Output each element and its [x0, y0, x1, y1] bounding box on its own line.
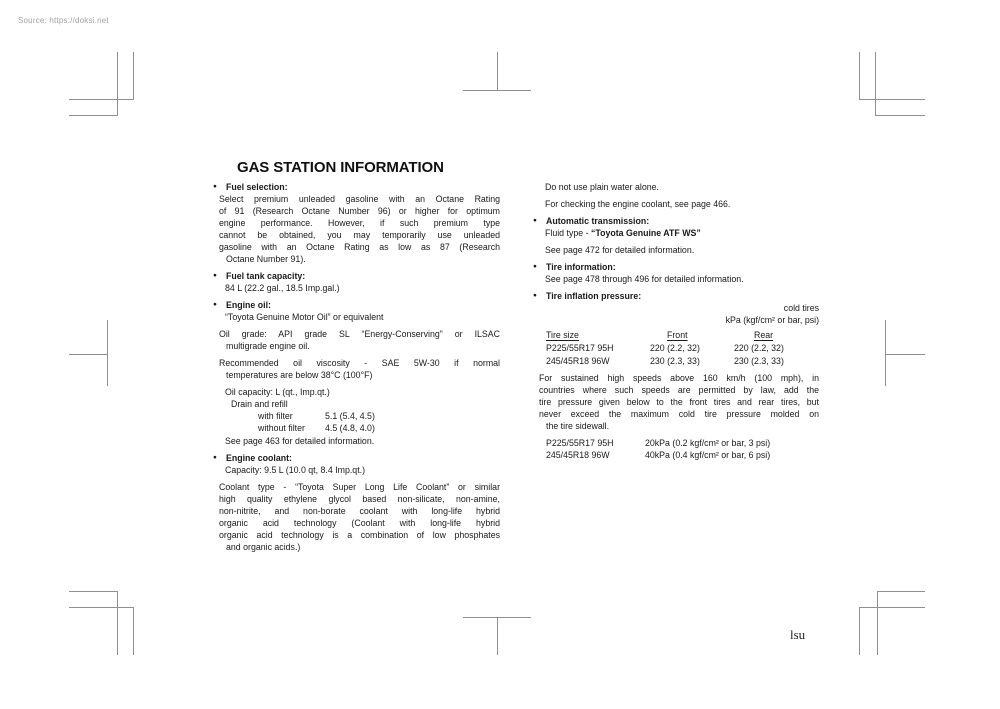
high-speed-note [539, 372, 819, 432]
crop-mark-line [877, 591, 925, 592]
crop-mark-line [69, 591, 117, 592]
rear-pressure-cell: 220 (2.2, 32) [734, 343, 784, 353]
text-line: organic acid technology is a combination of low phosphates [219, 530, 500, 540]
fuel-tank-value: 84 L (22.2 gal., 18.5 Imp.gal.) [225, 283, 340, 293]
text-line: the tire sidewall. [546, 421, 610, 431]
heading-label: Engine coolant: [226, 453, 292, 463]
crop-mark-line [877, 591, 878, 655]
text-line: multigrade engine oil. [226, 341, 310, 351]
page-title: GAS STATION INFORMATION [237, 159, 444, 176]
capacity-label: with filter [258, 411, 293, 421]
crop-mark-line [859, 52, 860, 100]
text-line: gasoline with an Octane Rating as low as 87 (Research [219, 242, 500, 252]
crop-mark-line [107, 320, 108, 386]
tire-pressure-unit: kPa (kgf/cm² or bar, psi) [725, 315, 819, 325]
coolant-capacity-value: Capacity: 9.5 L (10.0 qt, 8.4 Imp.qt.) [225, 465, 366, 475]
left-column [213, 181, 500, 553]
capacity-label: without filter [258, 423, 305, 433]
transmission-see-page: See page 472 for detailed information. [545, 245, 695, 255]
section-heading-fuel-selection [213, 181, 500, 193]
text-line: Oil grade: API grade SL “Energy-Conserving” or ILSAC [219, 329, 500, 339]
crop-mark-line [69, 607, 133, 608]
section-heading-tire-info [533, 261, 819, 273]
bullet-icon: ● [213, 183, 217, 190]
bullet-icon: ● [533, 263, 537, 270]
crop-mark-line [69, 354, 108, 355]
text-line: organic acid technology (Coolant with long-life hybrid [219, 518, 500, 528]
crop-mark-line [69, 115, 117, 116]
capacity-value: 5.1 (5.4, 4.5) [325, 411, 375, 421]
crop-mark-line [69, 99, 133, 100]
text-line: countries where such speeds are permitted by law, add the [539, 385, 819, 395]
tire-info-note: See page 478 through 496 for detailed information. [545, 274, 744, 284]
oil-grade-text [219, 328, 500, 352]
section-heading-tire-pressure [533, 290, 819, 302]
capacity-value: 4.5 (4.8, 4.0) [325, 423, 375, 433]
right-column [533, 181, 819, 461]
coolant-check-note: For checking the engine coolant, see page 466. [545, 199, 731, 209]
bullet-icon: ● [533, 217, 537, 224]
table-header-row [546, 329, 819, 341]
fluid-type-value: “Toyota Genuine ATF WS” [590, 228, 701, 238]
heading-label: Engine oil: [226, 300, 271, 310]
fuel-selection-text [219, 193, 500, 265]
text-line: cannot be obtained, you may temporarily use unleaded [219, 230, 500, 240]
water-note: Do not use plain water alone. [545, 182, 659, 192]
crop-mark-line [133, 52, 134, 100]
pressure-add-value: 20kPa (0.2 kgf/cm² or bar, 3 psi) [645, 438, 771, 448]
text-line: temperatures are below 38°C (100°F) [226, 370, 373, 380]
text-line: never exceed the maximum cold tire pressure molded on [539, 409, 819, 419]
source-watermark: Source: https://doksi.net [18, 16, 109, 25]
pressure-add-row [533, 449, 819, 461]
section-heading-transmission [533, 215, 819, 227]
fluid-type-line [545, 227, 819, 239]
rear-pressure-cell: 230 (2.3, 33) [734, 356, 784, 366]
text-line: For sustained high speeds above 160 km/h (100 mph), in [539, 373, 819, 383]
table-row [546, 355, 819, 367]
heading-label: Fuel tank capacity: [226, 271, 306, 281]
crop-mark-line [875, 52, 876, 116]
tire-size-cell: P225/55R17 95H [546, 343, 614, 353]
text-line: tire pressure given below to the front tires and rear tires, but [539, 397, 819, 407]
bullet-icon: ● [213, 272, 217, 279]
front-pressure-cell: 230 (2.3, 33) [650, 356, 700, 366]
pressure-add-row [533, 437, 819, 449]
column-header-rear: Rear [754, 330, 774, 340]
bullet-icon: ● [213, 301, 217, 308]
crop-mark-line [497, 52, 498, 90]
tire-pressure-table [546, 329, 819, 367]
heading-label: Tire information: [546, 262, 616, 272]
text-line: Octane Number 91). [226, 254, 306, 264]
bullet-icon: ● [533, 292, 537, 299]
tire-size-cell: 245/45R18 96W [546, 356, 610, 366]
text-line: Recommended oil viscosity - SAE 5W-30 if normal [219, 358, 500, 368]
crop-mark-line [885, 320, 886, 386]
column-header-tire-size: Tire size [546, 330, 579, 340]
crop-mark-line [117, 52, 118, 116]
crop-mark-line [463, 90, 531, 91]
crop-mark-line [885, 354, 925, 355]
text-line: Coolant type - “Toyota Super Long Life Coolant” or similar [219, 482, 500, 492]
crop-mark-line [117, 591, 118, 655]
text-line: high quality ethylene glycol based non-silicate, non-amine, [219, 494, 500, 504]
crop-mark-line [859, 99, 925, 100]
bullet-icon: ● [213, 454, 217, 461]
section-heading-engine-coolant [213, 452, 500, 464]
crop-mark-line [875, 115, 925, 116]
crop-mark-line [859, 607, 860, 655]
crop-mark-line [859, 607, 925, 608]
tire-size-label: P225/55R17 95H [546, 438, 614, 448]
text-line: of 91 (Research Octane Number 96) or higher for optimum [219, 206, 500, 216]
heading-label: Tire inflation pressure: [546, 291, 642, 301]
table-row [546, 342, 819, 354]
text-line: and organic acids.) [226, 542, 301, 552]
page-code: lsu [790, 627, 806, 642]
oil-capacity-row [213, 422, 500, 434]
oil-see-page-note: See page 463 for detailed information. [225, 436, 375, 446]
oil-capacity-subtitle: Drain and refill [231, 399, 288, 409]
tire-pressure-condition: cold tires [783, 303, 819, 313]
section-heading-engine-oil [213, 299, 500, 311]
heading-label: Fuel selection: [226, 182, 288, 192]
oil-viscosity-text [219, 357, 500, 381]
coolant-type-text [219, 481, 500, 553]
text-line: engine performance. However, if such premium type [219, 218, 500, 228]
pressure-add-value: 40kPa (0.4 kgf/cm² or bar, 6 psi) [645, 450, 771, 460]
crop-mark-line [497, 617, 498, 655]
oil-capacity-row [213, 410, 500, 422]
tire-size-label: 245/45R18 96W [546, 450, 610, 460]
engine-oil-value: “Toyota Genuine Motor Oil” or equivalent [225, 312, 384, 322]
text-line: Select premium unleaded gasoline with an Octane Rating [219, 194, 500, 204]
front-pressure-cell: 220 (2.2, 32) [650, 343, 700, 353]
text-line: non-nitrite, and non-borate coolant with long-life hybrid [219, 506, 500, 516]
crop-mark-line [133, 607, 134, 655]
fluid-type-prefix: Fluid type - [545, 228, 591, 238]
oil-capacity-title: Oil capacity: L (qt., Imp.qt.) [225, 387, 330, 397]
column-header-front: Front [667, 330, 688, 340]
section-heading-fuel-tank [213, 270, 500, 282]
heading-label: Automatic transmission: [546, 216, 650, 226]
